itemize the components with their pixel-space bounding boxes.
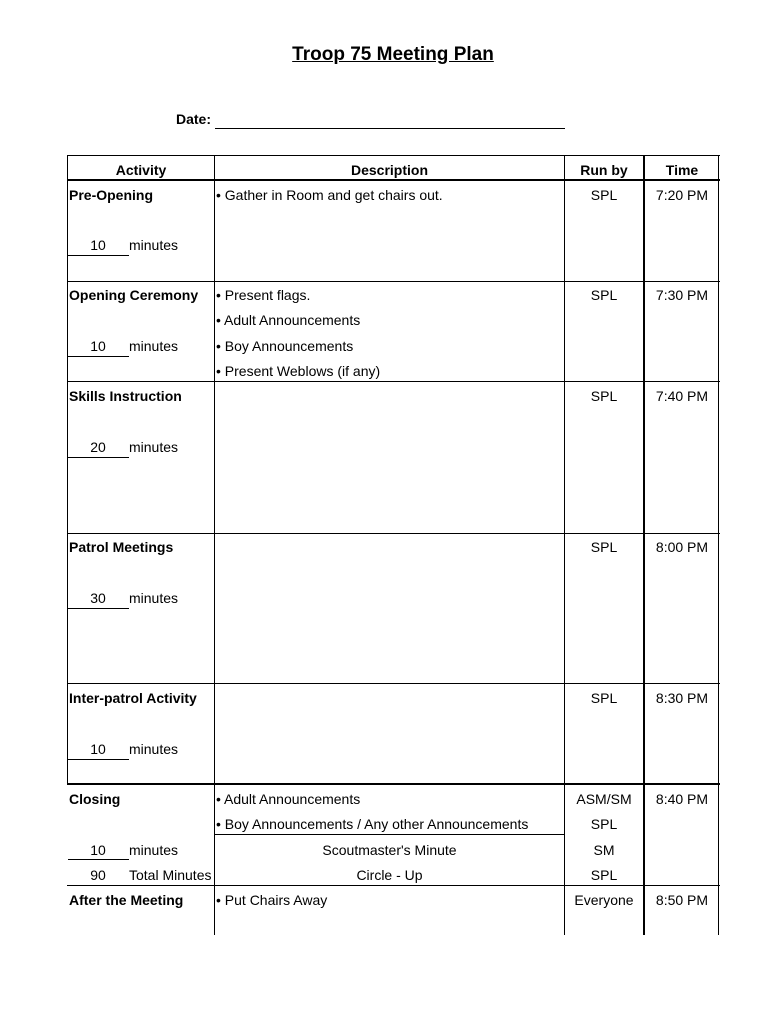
activity-name: Skills Instruction bbox=[69, 388, 182, 404]
minutes-label: minutes bbox=[129, 741, 179, 757]
row-divider bbox=[67, 783, 720, 785]
total-minutes: 90 bbox=[90, 867, 106, 883]
activity-name: After the Meeting bbox=[69, 892, 184, 908]
row-divider bbox=[67, 381, 720, 382]
description-item: • Put Chairs Away bbox=[216, 892, 328, 908]
description-item: • Boy Announcements bbox=[216, 338, 354, 354]
run-by: SPL bbox=[590, 287, 618, 303]
page-title: Troop 75 Meeting Plan bbox=[292, 44, 494, 65]
activity-minutes: 30 bbox=[90, 590, 106, 606]
description-item: Circle - Up bbox=[356, 867, 423, 883]
activity-name: Pre-Opening bbox=[69, 187, 154, 203]
description-item: • Adult Announcements bbox=[216, 312, 361, 328]
time: 8:40 PM bbox=[655, 791, 709, 807]
minutes-underline bbox=[68, 759, 129, 760]
activity-name: Closing bbox=[69, 791, 121, 807]
activity-name: Opening Ceremony bbox=[69, 287, 199, 303]
time: 8:00 PM bbox=[655, 539, 709, 555]
date-field[interactable] bbox=[215, 128, 565, 129]
minutes-label: minutes bbox=[129, 439, 179, 455]
activity-minutes: 10 bbox=[90, 842, 106, 858]
activity-minutes: 10 bbox=[90, 338, 106, 354]
run-by: SPL bbox=[590, 539, 618, 555]
time: 7:20 PM bbox=[655, 187, 709, 203]
header-run-by: Run by bbox=[580, 162, 628, 178]
minutes-label: minutes bbox=[129, 590, 179, 606]
description-item: • Present Weblows (if any) bbox=[216, 363, 381, 379]
run-by: Everyone bbox=[574, 892, 634, 908]
minutes-label: minutes bbox=[129, 237, 179, 253]
description-item: • Adult Announcements bbox=[216, 791, 361, 807]
minutes-underline bbox=[68, 608, 129, 609]
time: 7:40 PM bbox=[655, 388, 709, 404]
run-by: SPL bbox=[590, 690, 618, 706]
minutes-label: minutes bbox=[129, 338, 179, 354]
header-description: Description bbox=[350, 162, 428, 178]
header-time: Time bbox=[665, 162, 699, 178]
time: 7:30 PM bbox=[655, 287, 709, 303]
description-item: Scoutmaster's Minute bbox=[322, 842, 457, 858]
row-divider bbox=[67, 533, 720, 534]
description-item: • Gather in Room and get chairs out. bbox=[216, 187, 443, 203]
run-by: SM bbox=[593, 842, 615, 858]
header-divider bbox=[67, 179, 720, 181]
description-item: • Boy Announcements / Any other Announcements bbox=[216, 816, 529, 832]
closing-subdivider bbox=[215, 834, 565, 835]
row-divider bbox=[67, 885, 720, 886]
column-border bbox=[214, 155, 215, 935]
activity-name: Inter-patrol Activity bbox=[69, 690, 197, 706]
activity-minutes: 10 bbox=[90, 237, 106, 253]
run-by: SPL bbox=[590, 816, 618, 832]
run-by: ASM/SM bbox=[576, 791, 632, 807]
minutes-underline bbox=[68, 457, 129, 458]
run-by: SPL bbox=[590, 388, 618, 404]
total-minutes-label: Total Minutes bbox=[129, 867, 212, 883]
activity-minutes: 20 bbox=[90, 439, 106, 455]
minutes-underline bbox=[68, 255, 129, 256]
date-label: Date: bbox=[176, 111, 212, 127]
time: 8:30 PM bbox=[655, 690, 709, 706]
run-by: SPL bbox=[590, 867, 618, 883]
row-divider bbox=[67, 281, 720, 282]
header-activity: Activity bbox=[115, 162, 167, 178]
description-item: • Present flags. bbox=[216, 287, 311, 303]
time: 8:50 PM bbox=[655, 892, 709, 908]
minutes-underline bbox=[68, 356, 129, 357]
run-by: SPL bbox=[590, 187, 618, 203]
table-top-border bbox=[67, 155, 720, 156]
row-divider bbox=[67, 683, 720, 684]
minutes-label: minutes bbox=[129, 842, 179, 858]
activity-name: Patrol Meetings bbox=[69, 539, 174, 555]
minutes-underline bbox=[68, 859, 129, 860]
activity-minutes: 10 bbox=[90, 741, 106, 757]
